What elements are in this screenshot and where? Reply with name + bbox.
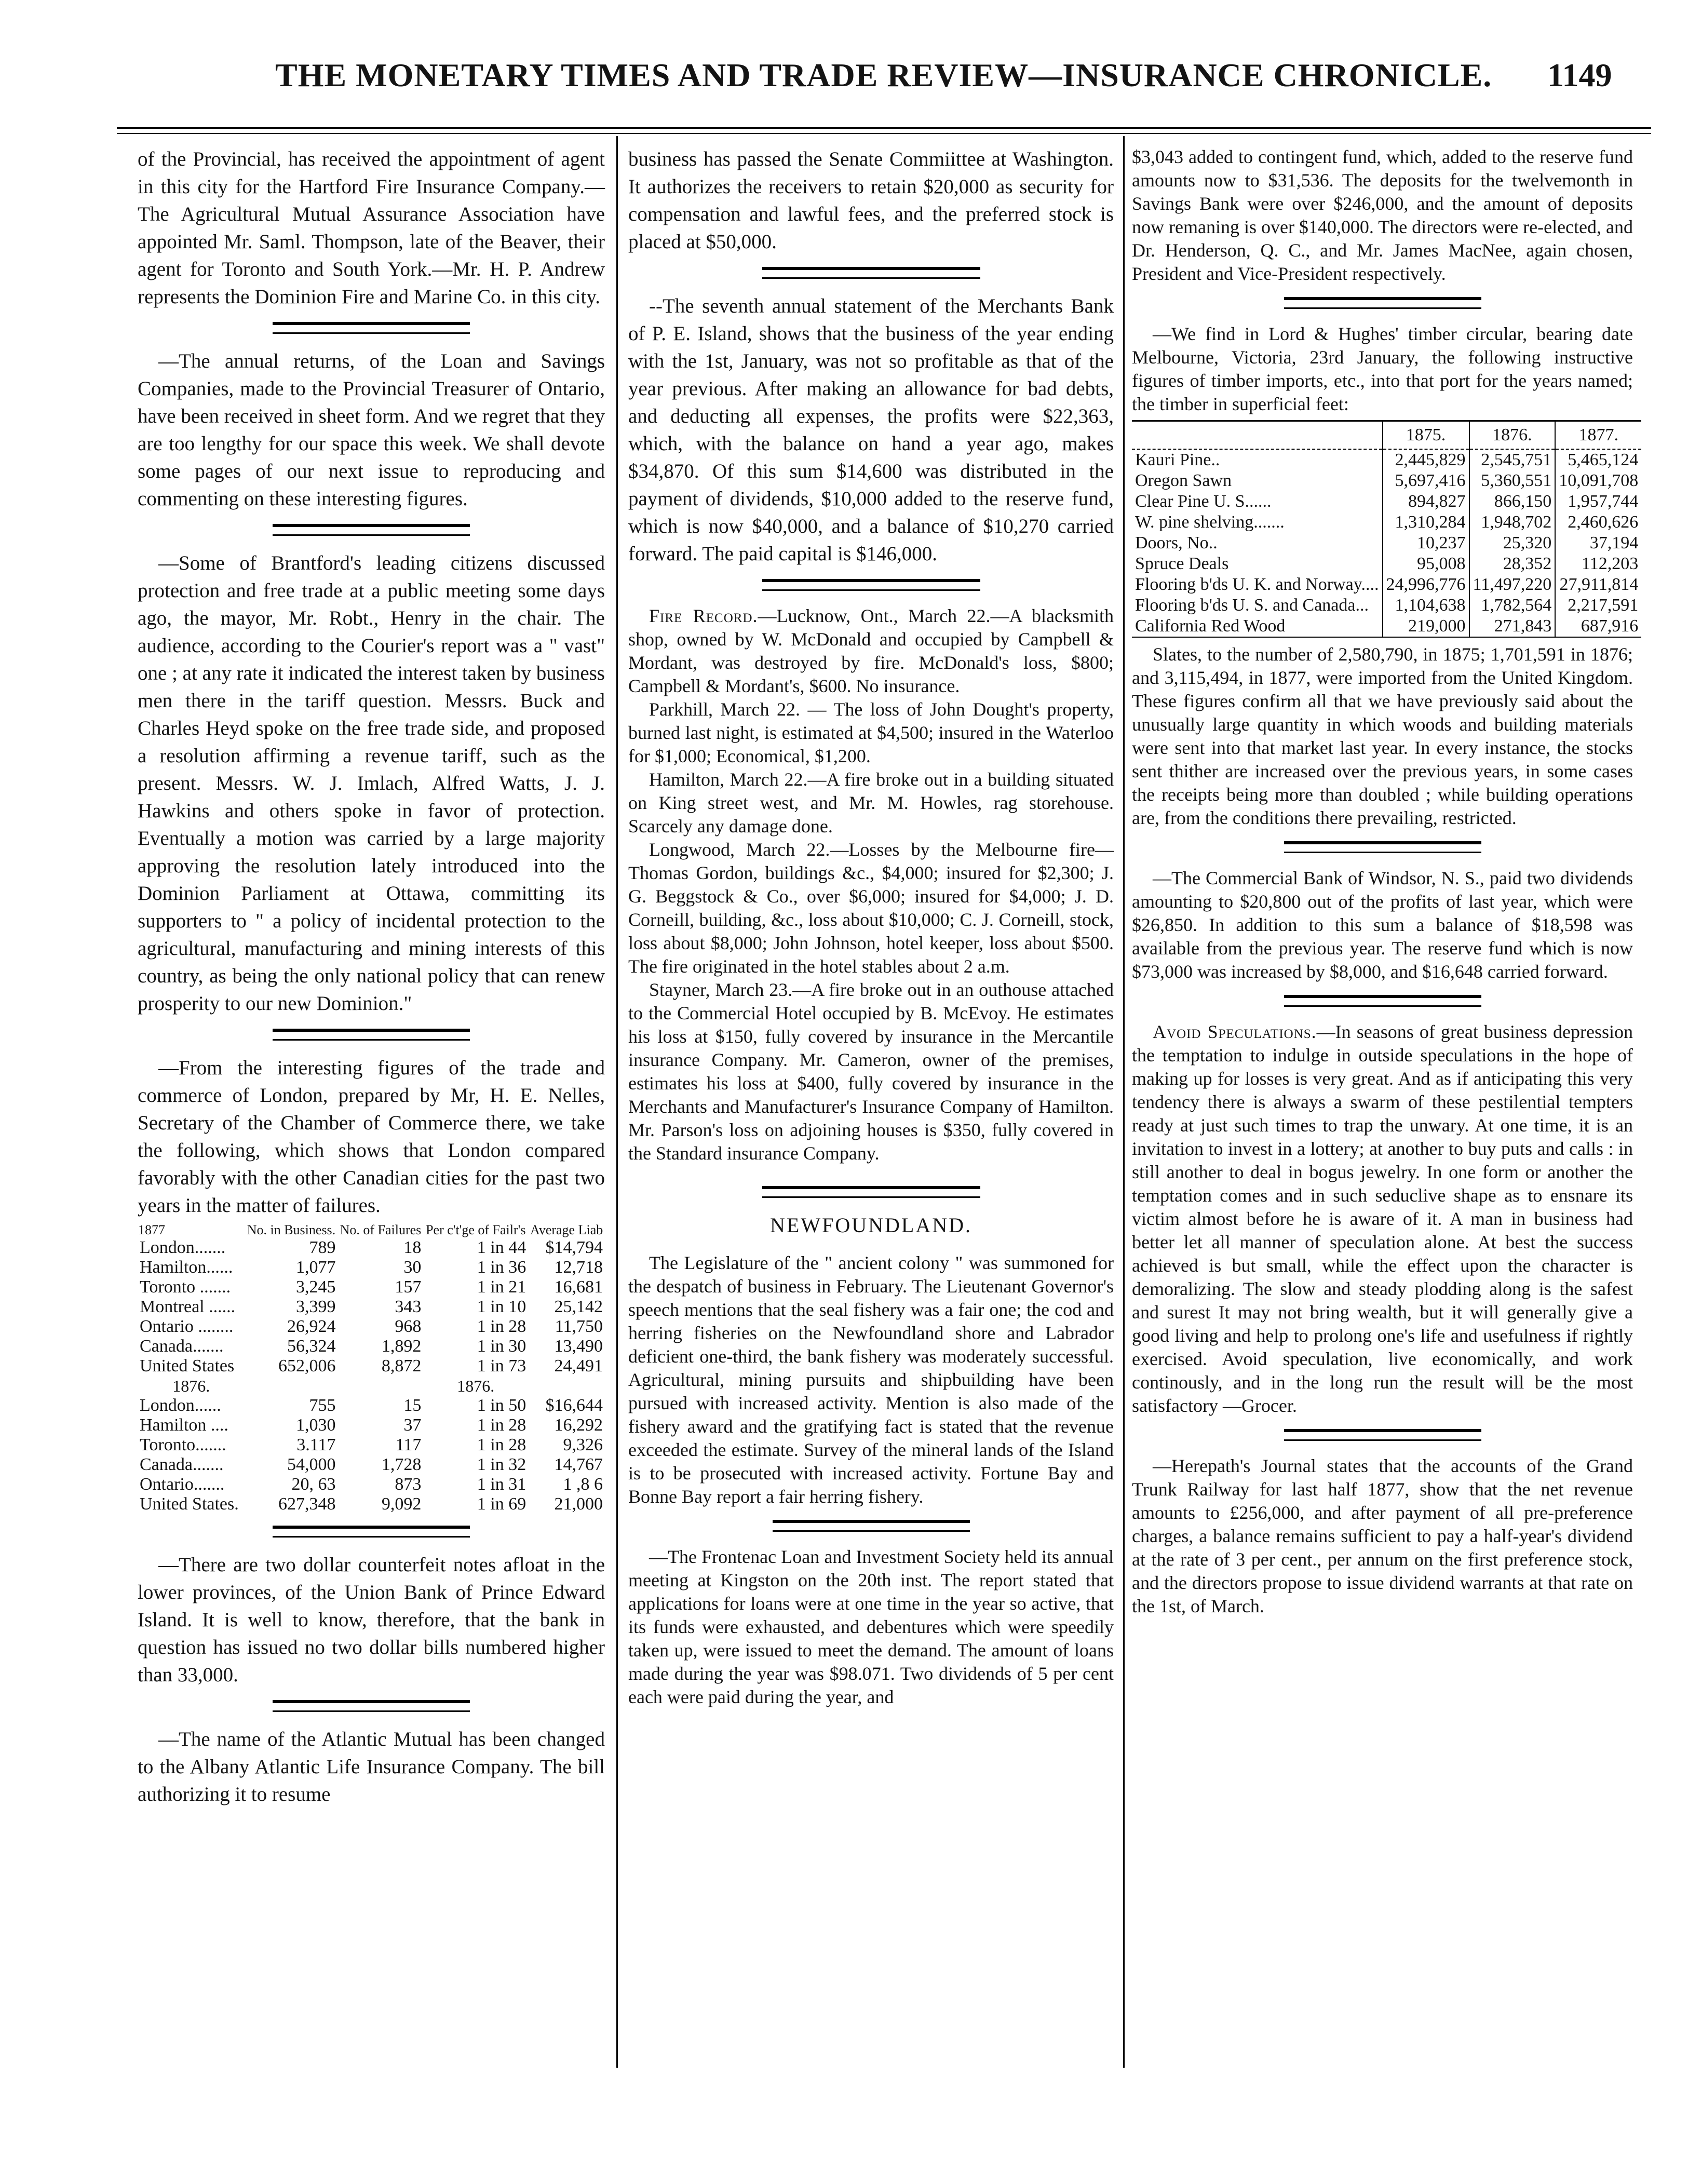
col-header-percentage: Per c't'ge of Failr's [426,1222,526,1237]
article-slates: Slates, to the number of 2,580,790, in 1875; 1,701,591 in 1876; and 3,115,494, in 1877, were imported from the United Kingdom. These figures confirm all that we have previously said about the unusually large quantity in which woods and building materials were sent into that market last year. In every instance, the stocks sent thither are increased over the previous years, in some cases the receipts being more than doubled ; while building operations are, from the conditions there prevailing, restricted. [1132,644,1633,828]
column-1 [138,145,605,1808]
failure-row-1876 [138,1494,605,1514]
row-value: 1 in 31 [477,1475,526,1494]
fire-record-stayner: Stayner, March 23.—A fire broke out in an outhouse attached to the Commercial Hotel occupied by B. McEvoy. He estimates his loss at $150, fully covered by insurance in the Mercantile insurance Company. Mr. Cameron, owner of the premises, estimates his loss at $400, fully covered by insurance in the Merchants and Manufacturer's Insurance Company of Hamilton. Mr. Parson's loss on adjoining houses is $350, fully covered in the Standard insurance Company. [628,979,1114,1164]
article-london-failures: —From the interesting figures of the trade and commerce of London, prepared by Mr, H. E. Nelles, Secretary of the Chamber of Commerce there, we take the following, which shows that London compared favorably with the other Canadian cities for the past two years in the matter of failures. [138,1057,605,1217]
row-value: 1 in 30 [477,1337,526,1356]
row-value: 3,245 [296,1277,336,1297]
failure-row-1876 [138,1396,605,1415]
row-label: Flooring b'ds U. S. and Canada... [1135,596,1369,615]
row-value: 21,000 [554,1494,603,1514]
failure-row-1877 [138,1258,605,1277]
separator [273,1526,470,1538]
row-value: 24,996,776 [1383,574,1469,595]
fire-record-hamilton: Hamilton, March 22.—A fire broke out in a building situated on King street west, and Mr. M. Howles, rag storehouse. Scarcely any damage done. [628,769,1114,837]
row-label: Toronto ....... [140,1277,231,1297]
row-value: 112,203 [1555,554,1641,574]
row-value: 2,460,626 [1555,512,1641,533]
avoid-speculations-heading: Avoid Speculations. [1153,1021,1317,1042]
article-timber-circular: —We find in Lord & Hughes' timber circular, bearing date Melbourne, Victoria, 23rd January, the following instructive figures of timber imports, etc., into that port for the years named; the timber in superficial feet: [1132,323,1633,414]
row-value: 1,948,702 [1469,512,1556,533]
row-value: 1 in 28 [477,1317,526,1336]
row-value: $16,644 [545,1396,603,1415]
row-label: Toronto....... [140,1435,226,1454]
article-avoid-speculations [1132,1020,1633,1418]
row-value: 627,348 [278,1494,336,1514]
failure-row-1877 [138,1356,605,1376]
publication-title: THE MONETARY TIMES AND TRADE REVIEW—INSURANCE CHRONICLE. [275,57,1492,93]
article-loan-returns: —The annual returns, of the Loan and Savings Companies, made to the Provincial Treasurer of Ontario, have been received in sheet form. And we regret that they are too lengthy for our space this week. We shall devote some pages of our next issue to reproducing and commenting on these interesting figures. [138,350,605,510]
row-value: 271,843 [1469,616,1556,637]
row-label: United States. [140,1494,239,1514]
failure-row-1877 [138,1337,605,1356]
row-label: Hamilton...... [140,1258,233,1277]
row-value: 1,728 [381,1455,422,1474]
row-value: 16,681 [554,1277,603,1297]
separator [273,1700,470,1712]
article-atlantic-mutual: —The name of the Atlantic Mutual has been changed to the Albany Atlantic Life Insurance Company. The bill authorizing it to resume [138,1728,605,1805]
col-header-liabilities: Average Liab [530,1222,603,1237]
timber-row [1132,449,1641,470]
separator [273,322,470,334]
row-value: 1,957,744 [1555,491,1641,512]
row-value: 1 in 21 [477,1277,526,1297]
article-brantford: —Some of Brantford's leading citizens discussed protection and free trade at a public meeting some days ago, the mayor, Mr. Robt., Henry in the chair. The audience, according to the Courier's report was a " vast" one ; at any rate it indicated the interest taken by business men there in the tariff question. Messrs. Buck and Charles Heyd spoke on the free trade side, and proposed a resolution affirming a revenue tariff, such as the present. Messrs. W. J. Imlach, Alfred Watts, J. J. Hawkins and others spoke in favor of protection. Eventually a motion was carried by a large majority approving the resolution lately introduced into the Dominion Parliament at Ottawa, committing its supporters to " a policy of incidental protection to the agricultural, manufacturing and mining interests of this country, as being the only national policy that can renew prosperity to our new Dominion." [138,552,605,1015]
row-value: 24,491 [554,1356,603,1376]
separator [762,1186,980,1198]
row-label: London...... [140,1396,221,1415]
timber-row [1132,491,1641,512]
failure-row-1877 [138,1317,605,1337]
failure-row-1876 [138,1435,605,1455]
failures-year-1876: 1876. [172,1377,210,1395]
article-savings-bank: $3,043 added to contingent fund, which, added to the reserve fund amounts now to $31,536. The deposits for the twelvemonth in Savings Bank were over $246,000, and the amount of deposits now remaning is over $140,000. The directors were re-elected, and Dr. Henderson, Q. C., and Mr. James MacNee, again chosen, President and Vice-President respectively. [1132,146,1633,284]
column-2 [628,145,1114,1709]
row-value: 3.117 [296,1435,336,1454]
row-value: 25,142 [554,1297,603,1316]
page-number: 1149 [1547,57,1612,93]
row-value: 11,750 [555,1317,603,1336]
row-value: 37,194 [1555,533,1641,554]
row-value: 1 in 69 [477,1494,526,1514]
row-value: 1 in 73 [477,1356,526,1376]
article-newfoundland: The Legislature of the " ancient colony " was summoned for the despatch of business in February. The Lieutenant Governor's speech mentions that the seal fishery was a fair one; the cod and herring fisheries on the Newfoundland shore and Labrador deficient one-third, the bank fishery was moderately successful. Agricultural, mining pursuits and shipbuilding have been pursued with increased activity. Mention is also made of the fishery award and the gratifying fact is stated that the revenue exceeded the estimate. Survey of the mineral lands of the Island is to be prosecuted with increased activity. Fortune Bay and Bonne Bay report a fair herring fishery. [628,1252,1114,1507]
timber-row [1132,595,1641,616]
row-value: 13,490 [554,1337,603,1356]
fire-record-parkhill: Parkhill, March 22. — The loss of John Dought's property, burned last night, is estimated at $4,500; insured in the Waterloo for $1,000; Economical, $1,200. [628,699,1114,766]
row-value: 5,697,416 [1383,470,1469,491]
row-value: 1 in 44 [477,1238,526,1257]
row-value: 894,827 [1383,491,1469,512]
timber-header-1876: 1876. [1469,421,1556,450]
timber-row [1132,512,1641,533]
separator [1284,995,1481,1007]
row-value: 10,091,708 [1555,470,1641,491]
row-value: 1 ,8 6 [563,1475,603,1494]
row-value: 56,324 [287,1337,336,1356]
row-value: 1,104,638 [1383,595,1469,616]
row-label: Flooring b'ds U. K. and Norway.... [1135,575,1379,594]
row-label: Canada....... [140,1337,224,1356]
row-value: 755 [309,1396,336,1415]
row-value: 5,360,551 [1469,470,1556,491]
row-value: 866,150 [1469,491,1556,512]
newfoundland-heading: NEWFOUNDLAND. [770,1214,972,1237]
timber-row [1132,533,1641,554]
row-value: 28,352 [1469,554,1556,574]
row-label: Montreal ...... [140,1297,236,1316]
row-label: Canada....... [140,1455,224,1474]
row-label: Spruce Deals [1135,554,1229,573]
failure-row-1877 [138,1297,605,1317]
timber-table [1132,420,1641,638]
row-label: California Red Wood [1132,616,1383,637]
fire-record-lucknow [628,604,1114,698]
timber-row [1132,616,1641,637]
row-value: 1 in 10 [477,1297,526,1316]
failure-row-1877 [138,1238,605,1258]
row-value: 789 [309,1238,336,1257]
failures-table [138,1222,605,1514]
row-value: 1,077 [296,1258,336,1277]
separator [1284,297,1481,309]
failure-row-1877 [138,1277,605,1297]
fire-record-heading: Fire Record. [649,605,758,626]
row-value: 1 in 32 [477,1455,526,1474]
row-value: 12,718 [554,1258,603,1277]
fire-record-longwood: Longwood, March 22.—Losses by the Melbourne fire—Thomas Gordon, buildings &c., $4,000; insured for $2,300; J. G. Beggstock & Co., over $6,000; insured for $4,000; J. D. Corneill, building, &c., loss about $10,000; C. J. Corneill, stock, loss about $8,000; John Johnson, hotel keeper, loss about $500. The fire originated in the hotel stables about 2 a.m. [628,839,1114,977]
row-label: Ontario ........ [140,1317,234,1336]
timber-header-blank [1132,421,1383,450]
row-label: Hamilton .... [140,1415,228,1435]
row-value: 1,782,564 [1469,595,1556,616]
separator [1284,841,1481,853]
page-header [0,0,1688,104]
row-value: 9,092 [381,1494,422,1514]
row-value: 16,292 [554,1415,603,1435]
article-merchants-bank: --The seventh annual statement of the Merchants Bank of P. E. Island, shows that the business of the year ending with the 1st, January, was not so profitable as that of the year previous. After making an allowance for bad debts, and deducting all expenses, the profits were $22,363, which, with the balance on hand a year ago, makes $34,870. Of this sum $14,600 was distributed in the payment of dividends, $10,000 added to the reserve fund, which is now $40,000, and a balance of $10,270 carried forward. The paid capital is $146,000. [628,295,1114,565]
failure-row-1876 [138,1455,605,1475]
row-value: 8,872 [381,1356,422,1376]
failure-row-1876 [138,1475,605,1494]
column-rule-2 [1123,136,1125,2068]
timber-rows [1132,449,1641,637]
avoid-speculations-text: —In seasons of great business depression the temptation to indulge in outside speculations in the hope of making up for losses is very great. And as if anticipating this very tendency there is always a swarm of these pestilential tempters ready at just such times to trap the unwary. At one time, it is an invitation to invest in a lottery; at another to buy puts and calls : in still another to deal in bogus jewelry. In one form or another the temptation comes and in such seduclive shape as to ensnare its victim almost before he is aware of it. A man in business had better let all manner of speculation alone. At best the success achieved is but small, while the effect upon the character is demoralizing. The slow and steady plodding along is the safest and surest It may not bring wealth, but it will generally give a good living and help to prolong one's life and usefulness if rightly exercised. Avoid speculation, live economically, and work continously, and in the long run the result will be the most satisfactory —Grocer. [1132,1021,1633,1416]
separator [273,1029,470,1041]
row-value: 117 [395,1435,422,1454]
row-value: 18 [403,1238,422,1257]
row-value: 687,916 [1555,616,1641,637]
fire-record-lucknow-text: —Lucknow, Ont., March 22.—A blacksmith shop, owned by W. McDonald and occupied by Campbell & Mordant, was destroyed by fire. McDonald's loss, $800; Campbell & Mordant's, $600. No insurance. [628,605,1114,696]
row-value: 95,008 [1383,554,1469,574]
row-label: London....... [140,1238,226,1257]
row-value: 1 in 50 [477,1396,526,1415]
failures-year-1877: 1877 [138,1222,165,1237]
row-value: 2,545,751 [1469,449,1556,470]
row-label: Ontario....... [140,1475,225,1494]
row-value: 343 [395,1297,422,1316]
row-value: 11,497,220 [1469,574,1556,595]
article-commercial-bank-windsor: —The Commercial Bank of Windsor, N. S., paid two dividends amounting to $20,800 out of the profits of last year, which were $26,850. In addition to this sum a balance of $18,598 was available from the previous year. The reserve fund which is now $73,000 was increased by $8,000, and $16,648 carried forward. [1132,868,1633,982]
article-senate-committee: business has passed the Senate Commiittee at Washington. It authorizes the receivers to retain $20,000 as security for compensation and lawful fees, and the preferred stock is placed at $50,000. [628,148,1114,253]
article-provincial-agents: of the Provincial, has received the appointment of agent in this city for the Hartford Fire Insurance Company.—The Agricultural Mutual Assurance Association have appointed Mr. Saml. Thompson, late of the Beaver, their agent for Toronto and South York.—Mr. H. P. Andrew represents the Dominion Fire and Marine Co. in this city. [138,148,605,308]
row-label: Doors, No.. [1135,533,1218,552]
timber-header-1877: 1877. [1555,421,1641,450]
row-value: 2,445,829 [1383,449,1469,470]
row-value: 30 [403,1258,422,1277]
row-value: 9,326 [563,1435,603,1454]
row-label: W. pine shelving....... [1135,513,1285,532]
row-value: 37 [403,1415,422,1435]
row-value: 26,924 [287,1317,336,1336]
row-value: 15 [403,1396,422,1415]
row-value: 1,310,284 [1383,512,1469,533]
article-counterfeit: —There are two dollar counterfeit notes afloat in the lower provinces, of the Union Bank of Prince Edward Island. It is well to know, therefore, that the bank in question has issued no two dollar bills numbered higher than 33,000. [138,1554,605,1686]
failures-year-1876-b: 1876. [457,1377,495,1395]
row-value: 652,006 [278,1356,336,1376]
row-label: Kauri Pine.. [1135,450,1220,469]
row-value: 2,217,591 [1555,595,1641,616]
row-label: Oregon Sawn [1135,471,1232,490]
row-value: 20, 63 [291,1475,336,1494]
row-value: 1 in 28 [477,1435,526,1454]
separator [273,524,470,536]
row-label: Clear Pine U. S...... [1135,492,1272,511]
failure-row-1876 [138,1415,605,1435]
col-header-business: No. in Business. [247,1222,336,1237]
col-header-failures: No. of Failures [340,1222,422,1237]
row-value: 1,030 [296,1415,336,1435]
timber-header-1875: 1875. [1383,421,1469,450]
separator [1284,1429,1481,1441]
separator [762,579,980,591]
column-3 [1132,145,1639,1618]
timber-row [1132,554,1641,574]
separator [773,1520,970,1532]
header-rule [117,127,1651,129]
row-value: 14,767 [554,1455,603,1474]
row-value: 54,000 [287,1455,336,1474]
row-value: 157 [395,1277,422,1297]
row-value: 1 in 28 [477,1415,526,1435]
rows-1876 [138,1396,605,1514]
article-frontenac: —The Frontenac Loan and Investment Society held its annual meeting at Kingston on the 20th inst. The report stated that applications for loans were at one time in the year so active, that its funds were exhausted, and debentures which were speedily taken up, were issued to meet the demand. The amount of loans made during the year was $98.071. Two dividends of 5 per cent each were paid during the year, and [628,1546,1114,1707]
rows-1877 [138,1238,605,1376]
row-value: 5,465,124 [1555,449,1641,470]
row-value: 1 in 36 [477,1258,526,1277]
row-value: 27,911,814 [1555,574,1641,595]
column-rule-1 [616,136,618,2068]
row-value: 25,320 [1469,533,1556,554]
article-herepaths-journal: —Herepath's Journal states that the accounts of the Grand Trunk Railway for last half 1877, show that the net revenue amounts to £256,000, and after payment of all pre-preference charges, a balance remains sufficient to pay a half-year's dividend at the rate of 3 per cent., per annum on the first preference stock, and the directors propose to issue dividend warrants at that rate on the 1st, of March. [1132,1455,1633,1616]
row-label: United States [140,1356,235,1376]
row-value: 219,000 [1383,616,1469,637]
row-value: 1,892 [381,1337,422,1356]
separator [762,267,980,279]
timber-row [1132,470,1641,491]
row-value: 3,399 [296,1297,336,1316]
row-value: 10,237 [1383,533,1469,554]
row-value: $14,794 [545,1238,603,1257]
header-rule-thin [117,133,1651,134]
row-value: 968 [395,1317,422,1336]
timber-row [1132,574,1641,595]
row-value: 873 [395,1475,422,1494]
